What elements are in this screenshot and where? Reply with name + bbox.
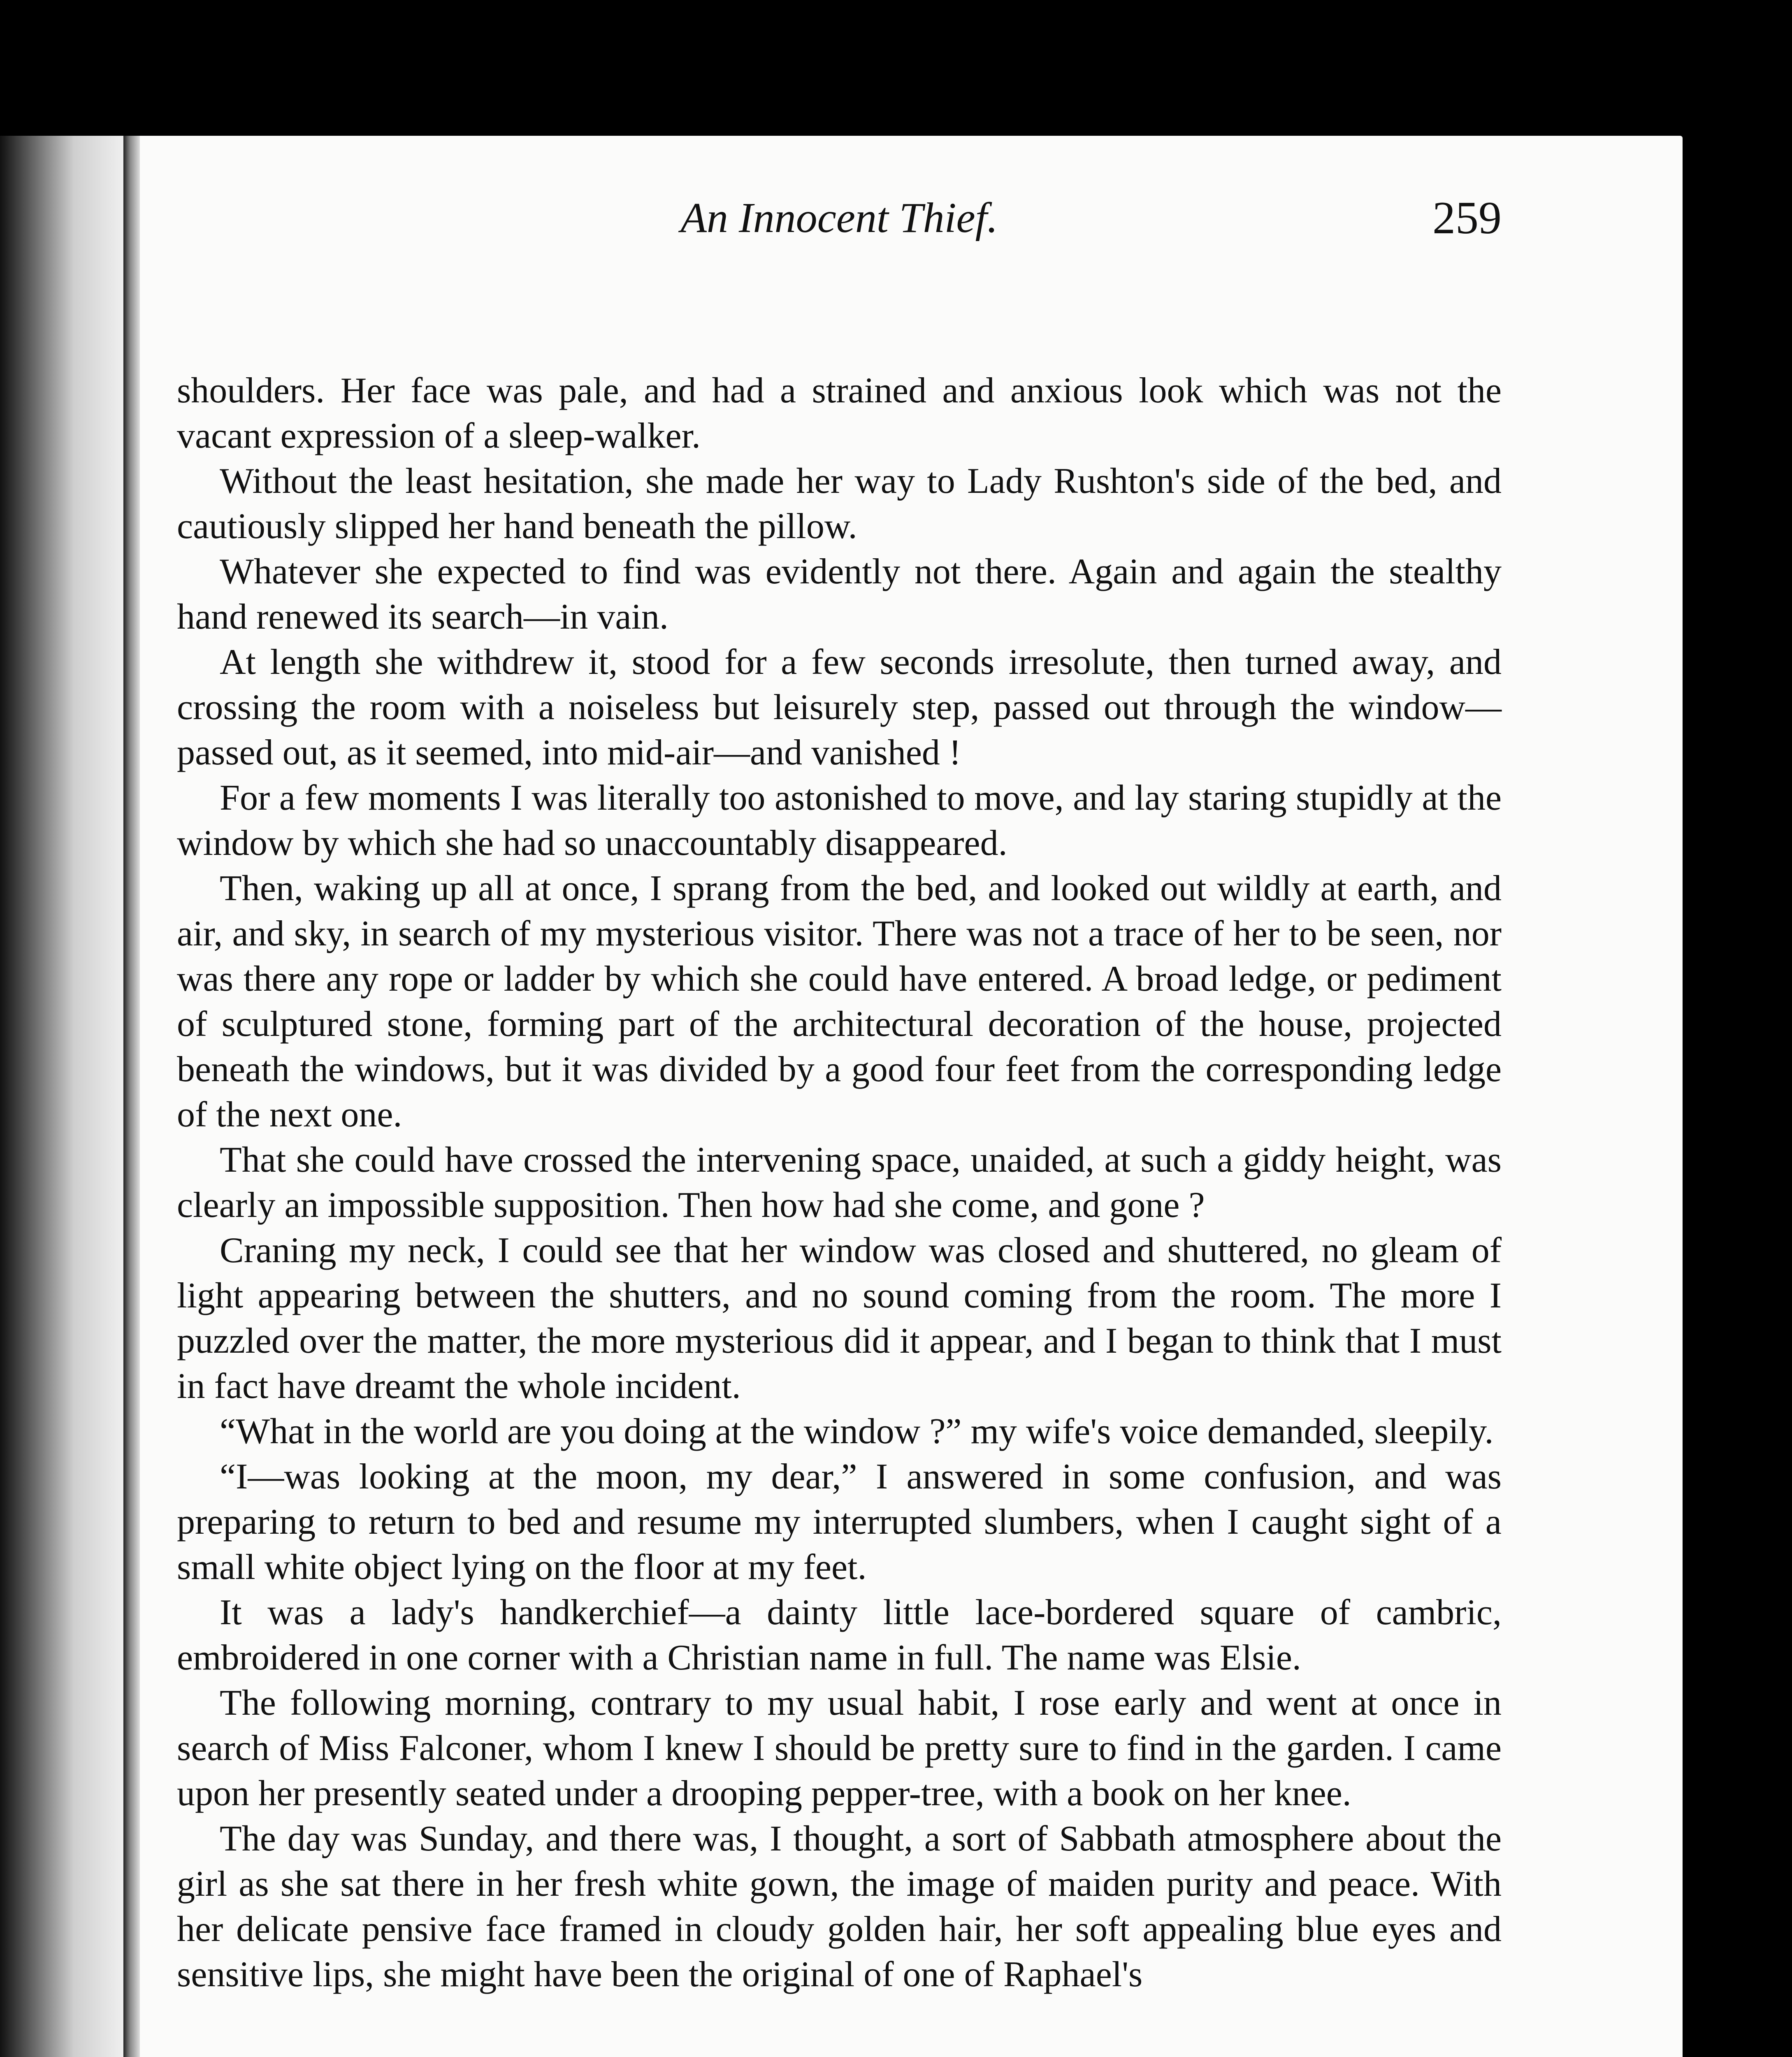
paragraph: It was a lady's handkerchief—a dainty little lace-bordered square of cambric, embroidered in one corner with a Christian name in full. The name was Elsie. [177, 1593, 1502, 1678]
running-title: An Innocent Thief. [680, 194, 998, 241]
page-gutter [123, 136, 140, 2057]
running-header [177, 165, 1502, 272]
page-number: 259 [1432, 193, 1502, 244]
paragraph: For a few moments I was literally too astonished to move, and lay staring stupidly at the window by which she had so unaccountably disappeared. [177, 778, 1502, 863]
paragraph: At length she withdrew it, stood for a few seconds irresolute, then turned away, and crossing the room with a noiseless but leisurely step, passed out through the window—passed out, as it seemed, into mid-air—and vanished ! [177, 642, 1502, 773]
paragraph: shoulders. Her face was pale, and had a strained and anxious look which was not the vacant expression of a sleep-walker. [177, 371, 1502, 456]
paragraph: The day was Sunday, and there was, I thought, a sort of Sabbath atmosphere about the girl as she sat there in her fresh white gown, the image of maiden purity and peace. With her delicate pensive face framed in cloudy golden hair, her soft appealing blue eyes and sensitive lips, she might have been the original of one of Raphael's [177, 1819, 1502, 1994]
paragraph: That she could have crossed the intervening space, unaided, at such a giddy height, was clearly an impossible supposition. Then how had she come, and gone ? [177, 1140, 1502, 1225]
body-text [177, 368, 1502, 1997]
paragraph: Craning my neck, I could see that her window was closed and shuttered, no gleam of light appearing between the shutters, and no sound coming from the room. The more I puzzled over the matter, the more mysterious did it appear, and I began to think that I must in fact have dreamt the whole incident. [177, 1230, 1502, 1406]
scan-border [1683, 136, 1792, 2057]
paragraph: Whatever she expected to find was evidently not there. Again and again the stealthy hand renewed its search—in vain. [177, 552, 1502, 637]
paragraph: The following morning, contrary to my usual habit, I rose early and went at once in search of Miss Falconer, whom I knew I should be pretty sure to find in the garden. I came upon her presently seated under a drooping pepper-tree, with a book on her knee. [177, 1683, 1502, 1813]
facing-page-edge [0, 136, 123, 2057]
paragraph: “I—was looking at the moon, my dear,” I answered in some confusion, and was preparing to return to bed and resume my interrupted slumbers, when I caught sight of a small white object lying on the floor at my feet. [177, 1457, 1502, 1587]
paragraph: “What in the world are you doing at the window ?” my wife's voice demanded, sleepily. [220, 1412, 1494, 1451]
paragraph: Then, waking up all at once, I sprang from the bed, and looked out wildly at earth, and air, and sky, in search of my mysterious visitor. There was not a trace of her to be seen, nor was there any rope or ladder by which she could have entered. A broad ledge, or pediment of sculptured stone, forming part of the architectural decoration of the house, projected beneath the windows, but it was divided by a good four feet from the corresponding ledge of the next one. [177, 868, 1502, 1135]
paragraph: Without the least hesitation, she made her way to Lady Rushton's side of the bed, and cautiously slipped her hand beneath the pillow. [177, 461, 1502, 546]
